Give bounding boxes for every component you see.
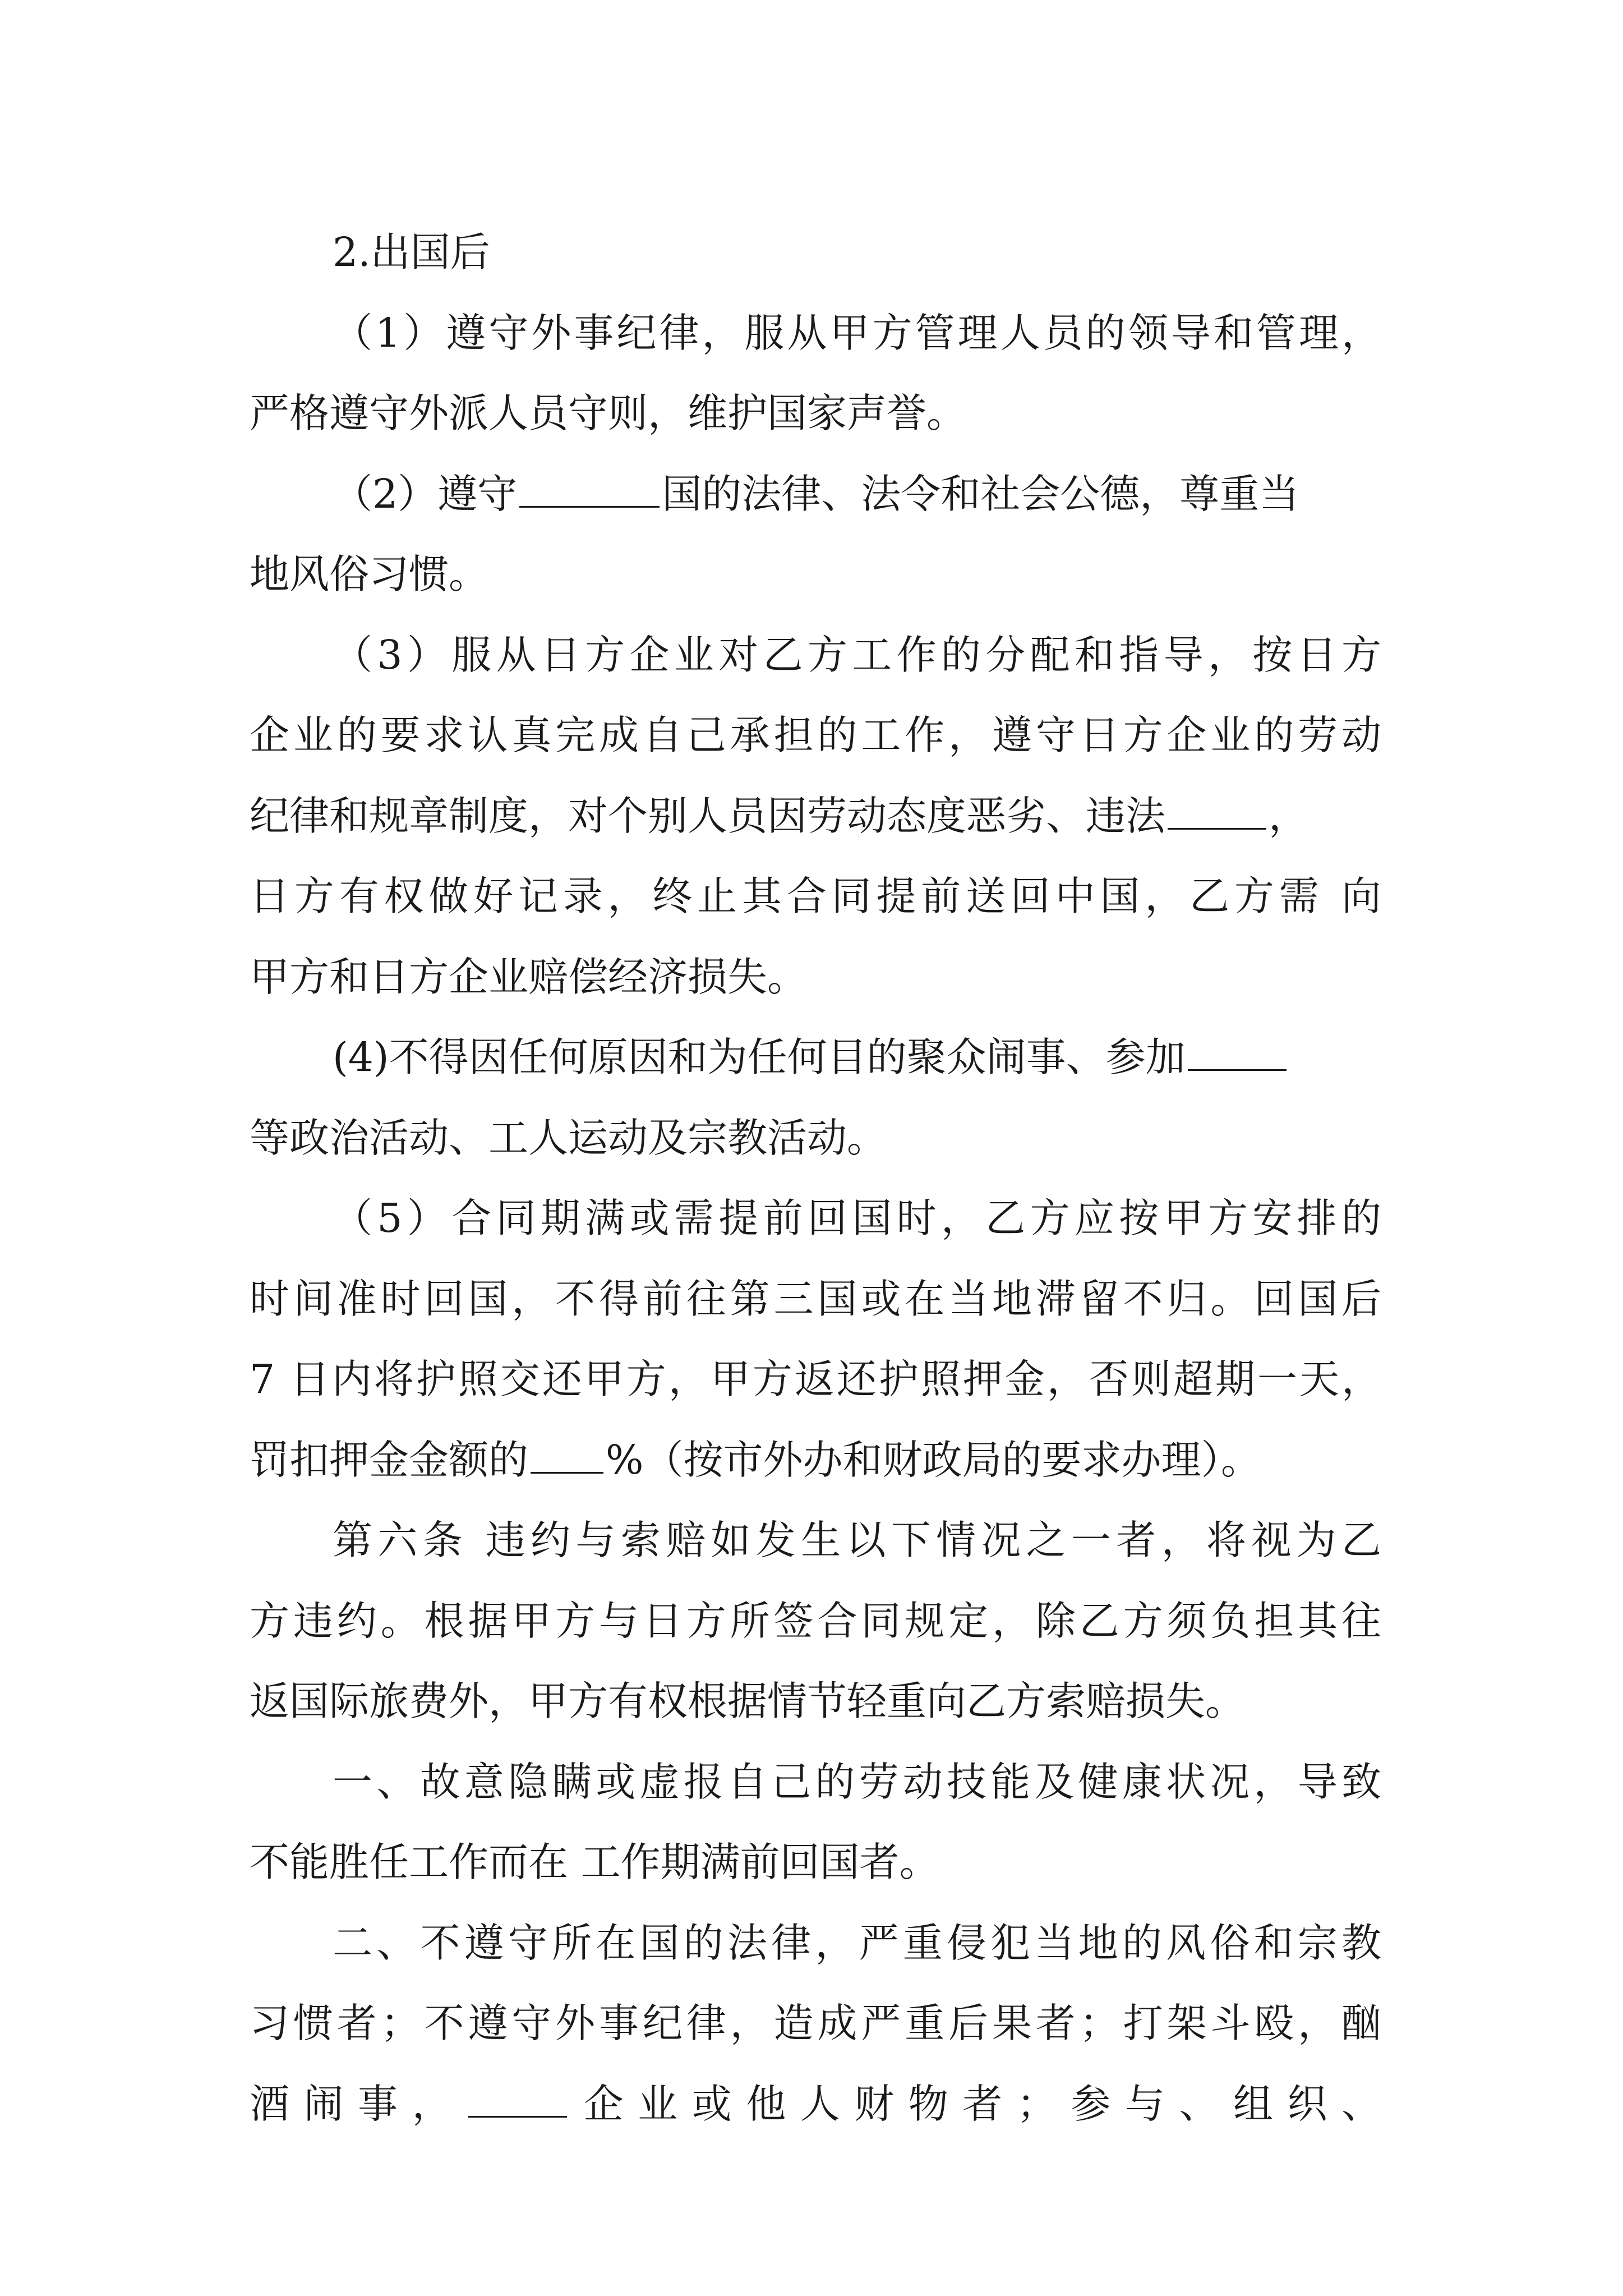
paragraph-line: 二、不遵守所在国的法律，严重侵犯当地的风俗和宗教 [333, 1919, 1381, 1966]
paragraph-line: （2）遵守 国的法律、法令和社会公德，尊重当 [333, 470, 1299, 517]
section-title: 2.出国后 [333, 229, 490, 275]
paragraph-line: 时间准时回国，不得前往第三国或在当地滞留不归。回国后 [250, 1275, 1381, 1322]
paragraph-line: 日方有权做好记录，终止其合同提前送回中国，乙方需 向 [250, 873, 1381, 919]
fill-in-blank [519, 473, 660, 508]
paragraph-line: 方违约。根据甲方与日方所签合同规定，除乙方须负担其往 [250, 1597, 1381, 1644]
fill-in-blank [468, 2083, 567, 2118]
paragraph-line: 一、故意隐瞒或虚报自己的劳动技能及健康状况，导致 [333, 1758, 1381, 1805]
document-body [250, 212, 1381, 2144]
paragraph-line: 不能胜任工作而在 工作期满前回国者。 [250, 1839, 939, 1885]
paragraph-line: 地风俗习惯。 [250, 551, 489, 597]
paragraph-line: 严格遵守外派人员守则，维护国家声誉。 [250, 390, 967, 436]
paragraph-line: 罚扣押金金额的 %（按市外办和财政局的要求办理）。 [250, 1436, 1261, 1483]
paragraph-line: （3）服从日方企业对乙方工作的分配和指导，按日方 [333, 631, 1381, 678]
paragraph-line: 习惯者；不遵守外事纪律，造成严重后果者；打架斗殴，酗 [250, 2000, 1381, 2046]
paragraph-line: 返国际旅费外，甲方有权根据情节轻重向乙方索赔损失。 [250, 1678, 1246, 1724]
paragraph-line: 甲方和日方企业赔偿经济损失。 [250, 953, 808, 1000]
paragraph-line: 纪律和规章制度，对个别人员因劳动态度恶劣、违法 ， [250, 792, 1309, 839]
fill-in-blank [531, 1439, 603, 1474]
paragraph-line: 7 日内将护照交还甲方，甲方返还护照押金，否则超期一天， [250, 1356, 1381, 1402]
paragraph-line: 酒闹事， 企业或他人财物者；参与、组织、 [250, 2080, 1381, 2127]
article-heading-line: 第六条 违约与索赔如发生以下情况之一者，将视为乙 [333, 1517, 1381, 1563]
paragraph-line: 企业的要求认真完成自己承担的工作，遵守日方企业的劳动 [250, 712, 1381, 758]
paragraph-line: （1）遵守外事纪律，服从甲方管理人员的领导和管理， [333, 309, 1381, 356]
paragraph-line: 等政治活动、工人运动及宗教活动。 [250, 1114, 887, 1161]
fill-in-blank [1168, 795, 1266, 830]
paragraph-line: （5）合同期满或需提前回国时，乙方应按甲方安排的 [333, 1195, 1381, 1241]
fill-in-blank [1188, 1037, 1287, 1071]
paragraph-line: (4)不得因任何原因和为任何目的聚众闹事、参加 [250, 1017, 1381, 1098]
